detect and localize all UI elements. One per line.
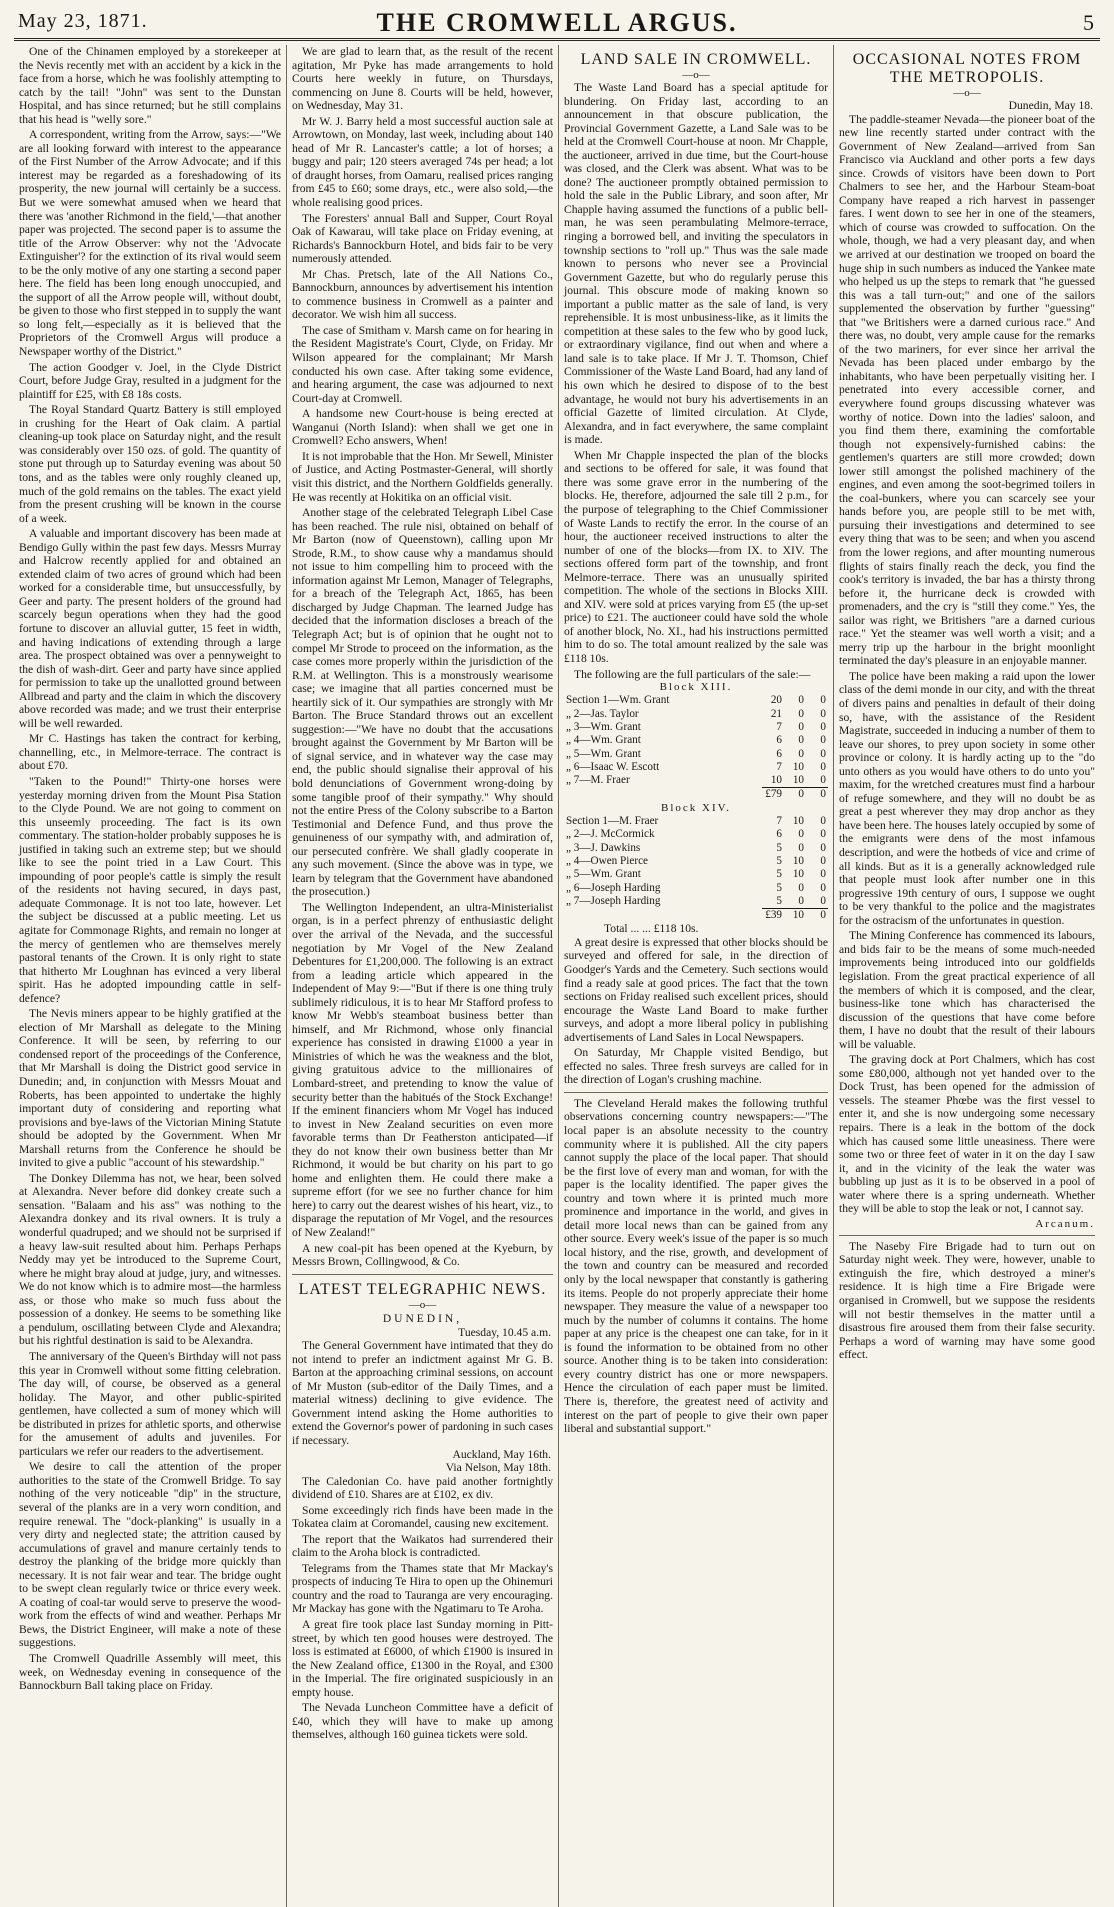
section-buyer: „ 3—J. Dawkins	[566, 841, 641, 854]
news-item: The Wellington Independent, an ultra-Ministerialist organ, is in a perfect phrenzy of enthusiastic delight over the arrival of the Nevada, and the successful negotiation by Mr Vogel of the New Zealand Debentures for £1,200,000. The following is an extract from a leading article which appeared in the Independent of May 9:—"But if there is one thing truly sublimely ridiculous, it is to hear Mr Stafford profess to know Mr Webb's steamboat business better than himself, and Mr Richmond, whose only financial experience has consisted in drawing £1000 a year in Ministries of which he was the weakness and the blot, giving gratuitous advice to the millionaires of Lombard-street, and pretending to know the value of security better than the habitués of the Stock Exchange! If the eminent financiers whom Mr Vogel has induced to invest in New Zealand securities on even more favorable terms than Dr Featherston anticipated—if they do not know their own business better than Mr Richmond, it would be but charity on his part to go home and enlighten them. He could there make a supreme effort (for we see no further chance for him here) to carry out the dearest wishes of his heart, viz., to disparage the reputation of Mr Vogel, and the resources of New Zealand!"	[292, 900, 553, 1240]
news-item: The Donkey Dilemma has not, we hear, been solved at Alexandra. Never before did donkey create such a sensation. "Balaam and his ass" was nothing to the Alexandra donkey and its rival owners. It is truly a wonderful quadruped; and we should not be surprised if a heavy law-suit resulted about him. Perhaps Perhaps Neddy may yet be introduced to the Supreme Court, where he might bray aloud at judge, jury, and witnesses. We do not know which is to admire most—the harmless ass, or those who make so much fuss about the possession of a donkey. He seems to be something like a pendulum, oscillating between Clyde and Alexandra; but his rightful destination is said to be Alexandra.	[19, 1171, 281, 1348]
pence: 0	[820, 720, 826, 733]
block-total-row	[564, 788, 828, 802]
news-item: The Nevis miners appear to be highly gratified at the election of Mr Marshall as delegate to the Mining Conference. It will be seen, by referring to our condensed report of the proceedings of the Conference, that Mr Marshall is doing the District good service in Dunedin; and, in conjunction with Messrs Mouat and Roberts, has been appointed to undertake the highly important duty of considering and reporting what provisions and bye-laws of the Victorian Mining Statute should be adopted by the Government. When Mr Marshall returns from the Conference he should be invited to give a public "account of his stewardship."	[19, 1007, 281, 1170]
news-item: The action Goodger v. Joel, in the Clyde District Court, before Judge Gray, resulted in a judgment for the plaintiff for £25, with £8 18s costs.	[19, 360, 281, 401]
section-divider	[839, 1235, 1095, 1236]
news-item: A correspondent, writing from the Arrow, says:—"We are all looking forward with interest to the appearance of the First Number of the Arrow Advocate; and if this interest may be regarded as a foreshadowing of its prosperity, the new journal will certainly be a success. But we were somewhat amused when we heard that there was 'another Richmond in the field,'—that another paper was projected. The second paper is to assume the title of the Arrow Observer: why not the 'Advocate Extinguisher'? for the extinction of its rival would seem to be the only motive of any one starting a second paper here. The field has been long enough unoccupied, and the support of all the Arrow people will, without doubt, be given to those who first stepped in to supply the want so long felt,—especially as it is believed that the Proprietors of the Cromwell Argus will produce a Newspaper worthy of the District."	[19, 128, 281, 359]
shillings: 10	[792, 868, 804, 881]
sale-grand-total: Total ... ... £118 10s.	[604, 922, 699, 936]
shillings: 10	[792, 815, 804, 828]
news-item: The Royal Standard Quartz Battery is still employed in crushing for the Heart of Oak claim. A partial cleaning-up took place on Saturday night, and the result was considerably over 150 ozs. of gold. The quantity of stone put through up to Saturday evening was about 50 tons, and as the tables were only roughly cleaned up, much of the gold remains on the tables. The exact yield from the present crushing will be known in the course of a week.	[19, 403, 281, 525]
sale-table	[564, 681, 828, 922]
shillings: 10	[792, 774, 804, 787]
block-heading-row	[564, 681, 828, 694]
total-shillings: 10	[784, 909, 806, 923]
author-signature: Arcanum.	[1035, 1217, 1095, 1230]
column-3	[559, 45, 834, 1907]
telegram-item: Some exceedingly rich finds have been made in the Tokatea claim at Coromandel, causing new excitement.	[292, 1503, 553, 1531]
total-shillings: 0	[784, 788, 806, 802]
shillings: 10	[792, 760, 804, 773]
telegram-item: The report that the Waikatos had surrendered their claim to the Aroha block is contradicted.	[292, 1532, 553, 1560]
table-row	[564, 721, 828, 734]
shillings: 0	[798, 707, 804, 720]
pounds: 5	[776, 894, 782, 907]
table-row	[564, 694, 828, 707]
table-row	[564, 882, 828, 895]
article-paragraph: The Waste Land Board has a special aptitude for blundering. On Friday last, according to an announcement in that obscure publication, the Provincial Government Gazette, a Land Sale was to be held at the Cromwell Court-house at noon. Mr Chapple, the auctioneer, arrived in due time, but the Court-house was closed, and the Clerk was absent. What was to be done? The auctioneer promptly obtained permission to hold the sale in the Public Library, and soon after, Mr Chapple having assumed the functions of a public bell-man, he was seen perambulating Melmore-terrace, ringing a borrowed bell, and inviting the speculators in township sections to "roll up." Thus was the sale made known to persons who never see a Provincial Government Gazette, but who do regularly peruse this journal. This obscure mode of making known so important a public matter as the sale of land, is very reprehensible. It is most unbusiness-like, as it limits the competition at these sales to the few who by good luck, or extraordinary vigilance, find out when and where a land sale is to take place. If Mr J. T. Thomson, Chief Commissioner of the Waste Land Board, had any land of his own which he desired to dispose of to the best advantage, he would not bury his advertisements in an official Gazette of limited circulation. At Clyde, Alexandra, and in fact everywhere, the same complaint is made.	[564, 81, 828, 447]
news-item: We are glad to learn that, as the result of the recent agitation, Mr Pyke has made arrangements to hold Courts here weekly in future, on Thursdays, commencing on June 8. Courts will be held, however, on Wednesday, May 31.	[292, 45, 553, 113]
article-paragraph: When Mr Chapple inspected the plan of the blocks and sections to be offered for sale, it was found that there was some grave error in the numbering of the blocks. He, therefore, adjourned the sale till 2 p.m., for the purpose of telegraphing to the Chief Commissioner of Waste Lands to rectify the error. In the course of an hour, the auctioneer received instructions to alter the number of one of the blocks—from IX. to XIV. The sections offered form part of the township, and front Melmore-terrace. There was an unusually spirited competition. The whole of the sections in Blocks XIII. and XIV. were sold at prices varying from £5 (the up-set price) to £21. The auctioneer could have sold the whole of another block, No. XI., had his instructions permitted him to do so. The total amount realized by the sale was £118 10s.	[564, 448, 828, 665]
telegram-item: The General Government have intimated that they do not intend to prefer an indictment against Mr G. B. Barton at the approaching criminal sessions, on account of Mr Muston (sub-editor of the Daily Times, and a material witness) declining to give evidence. The Government intend asking the Home authorities to extend the Governor's power of pardoning in such cases if necessary.	[292, 1339, 553, 1447]
news-item: The Foresters' annual Ball and Supper, Court Royal Oak of Kawarau, will take place on Friday evening, at Richards's Bannockburn Hotel, and bids fair to be very numerously attended.	[292, 211, 553, 266]
shillings: 10	[792, 854, 804, 867]
pence: 0	[820, 841, 826, 854]
pounds: 21	[770, 707, 782, 720]
article-paragraph: On Saturday, Mr Chapple visited Bendigo, but effected no sales. Three fresh surveys are called for in the direction of Logan's crushing machine.	[564, 1046, 828, 1087]
section-buyer: „ 3—Wm. Grant	[566, 720, 641, 733]
news-item: Mr C. Hastings has taken the contract for kerbing, channelling, etc., in Melmore-terrace. The contract is about £70.	[19, 732, 281, 773]
heading-rule: —o—	[953, 87, 981, 99]
heading-rule: —o—	[682, 69, 710, 81]
table-row	[564, 761, 828, 774]
news-item: A valuable and important discovery has been made at Bendigo Gully within the past few days. Messrs Murray and Halcrow recently applied for and obtained an extended claim of two acres of ground which had been worked for a considerable time, but unsuccessfully, by Geer and party. The present holders of the ground had scarcely begun operations when they had the good fortune to discover an alluvial gutter, 15 feet in width, and having indications of extending through a large area. The prospect obtained was over a pennyweight to the dish of wash-dirt. Geer and party have since applied for permission to take up the unallotted ground between Allbread and party and the claim in which the discovery above recorded was made; and we trust their enterprise will be well rewarded.	[19, 527, 281, 730]
section-buyer: „ 2—Jas. Taylor	[566, 707, 639, 720]
section-buyer: „ 4—Wm. Grant	[566, 734, 641, 747]
article-paragraph: A great desire is expressed that other blocks should be surveyed and offered for sale, in the direction of Goodger's Yards and the Cemetery. Such sections would find a ready sale at good prices. The fact that the town sections on Friday realised such excellent prices, should encourage the Waste Land Board to make further surveys, and adopt a more liberal policy in publishing advertisements of Land Sales in Local Newspapers.	[564, 935, 828, 1044]
masthead	[14, 8, 1100, 41]
news-item: The Naseby Fire Brigade had to turn out on Saturday night week. They were, however, unable to extinguish the fire, which destroyed a miner's residence. It is high time a Fire Brigade were organised in Cromwell, but we suppose the residents will not bestir themselves in the matter until a disastrous fire aroused them from their false security. Perhaps a word of warning may have some good effect.	[839, 1239, 1095, 1362]
section-buyer: „ 7—Joseph Harding	[566, 895, 661, 908]
occasional-notes-article	[839, 51, 1095, 1230]
news-item: "Taken to the Pound!" Thirty-one horses were yesterday morning driven from the Mount Pisa Station to the Clyde Pound. We are not going to comment on this unseemly proceeding. The fact is its own commentary. The station-holder probably supposes he is justified in taking such an extreme step; but we should like to see the point tried in a Law Court. This impounding of poor people's cattle is simply the result of the residents not having secured, in days past, adequate Commonage. It is not too late, however. Let the subject be discussed at a public meeting. Let us agitate for Commonage Rights, and remain no longer at the mercy of gentlemen who are themselves merely pastoral tenants of the Crown. It is only right to state that hitherto Mr Loughnan has evinced a very liberal spirit. Has he adopted impounding cattle in self-defence?	[19, 774, 281, 1005]
news-item: The Cromwell Quadrille Assembly will meet, this week, on Wednesday evening in consequence of the Bannockburn Ball taking place on Friday.	[19, 1651, 281, 1693]
pence: 0	[820, 815, 826, 828]
section-buyer: „ 7—M. Fraer	[566, 774, 630, 787]
pence: 0	[820, 734, 826, 747]
news-item: Mr Chas. Pretsch, late of the All Nations Co., Bannockburn, announces by advertisement his intention to commence business in Cromwell as a painter and decorator. We wish him all success.	[292, 267, 553, 322]
section-heading: LAND SALE IN CROMWELL.	[580, 51, 812, 68]
article-paragraph: The police have been making a raid upon the lower class of the demi monde in our city, and with the threat of divers pains and penalties in default of their doing so, have, with the assistance of the Resident Magistrate, succeeded in inducing a number of them to leave our shores, to prey upon society in some other province or colony. It is hardly acting up to the "do unto others as you would have others to do unto you" maxim, for the wretched creatures must find a harbour of refuge somewhere, and they will no doubt be as great a pest wherever they may drop anchor as they have been here. The houses lately occupied by some of the emigrants were dens of the most infamous description, and were the hotbeds of vice and crime of all kinds. But as it is a generally acknowledged rule that people must look after number one in this progressive 19th century of ours, I suppose we ought to be very thankful to the police and the magistrates for the ostracism of the unfortunates in question.	[839, 669, 1095, 927]
blank-cell	[564, 788, 762, 802]
shillings: 0	[798, 734, 804, 747]
article-paragraph: The paddle-steamer Nevada—the pioneer boat of the new line recently started under contract with the Government of New Zealand—arrived from San Francisco via Auckland and other ports a few days since. Crowds of visitors have been down to Port Chalmers to see her, and the Harbour Steam-boat Company have reaped a rich harvest in passenger fares. I went down to see her in one of the steamers, which of course was crowded to suffocation. On the whole, though, we had a very pleasant day, and when we arrived at our destination we trooped on board the huge ship in such numbers as induced the Yankee mate who helped us up the steps to remark that "he guessed this was a tall turn-out;" and one of the sailors supplemented the observation by further "guessing" that "we Britishers were a darned curious race." And there was, no doubt, very ample cause for the remarks of the two mariners, for ever since her arrival the Nevada has been placed under embargo by the inhabitants, who have been perpetually visiting her. I penetrated into every accessible corner, and everywhere found groups discussing whatever was worthy of notice. Down into the ladies' saloon, and you find them there, examining the comfortable though not expensively-furnished cabins: the gentlemen's quarters are still more crowded; down lower still amongst the polished machinery of the engines, and even among the soot-begrimed toilers in the coal-bunkers, where you can scarcely see your hands before you, are people still to be met with, pursuing their investigations and determined to see every thing that was to be seen; and when you ascend from the lower regions, and after mounting numerous flights of stairs finally reach the deck, you find the cook's territory is invaded, the bar has a thirsty throng before it, the hurricane deck is crowded with promenaders, and the cry is "still they come." Yes, the sailor was right, we Britishers "are a darned curious race." Yet the steamer was well worth a visit; and a merry trip up the harbour in the bright moonlight terminated the day's pleasure in an enjoyable manner.	[839, 112, 1095, 668]
news-item: The case of Smitham v. Marsh came on for hearing in the Resident Magistrate's Court, Clyde, on Friday. Mr Wilson appeared for the complainant; Mr Marsh conducted his own case. After taking some evidence, and hearing argument, the case was adjourned to next Court-day at Cromwell.	[292, 323, 553, 405]
pence: 0	[820, 707, 826, 720]
table-row	[564, 774, 828, 788]
table-row	[564, 815, 828, 828]
section-buyer: Section 1—M. Fraer	[566, 815, 659, 828]
shillings: 0	[798, 841, 804, 854]
shillings: 0	[798, 694, 804, 707]
shillings: 0	[798, 828, 804, 841]
newspaper-title: THE CROMWELL ARGUS.	[376, 8, 738, 37]
cleveland-herald-item: The Cleveland Herald makes the following truthful observations concerning country newspapers:—"The local paper is an absolute necessity to the country community where it is published. All the city papers cannot supply the place of the local paper. That should be the first love of every man and woman, for with the paper is the locality identified. The paper gives the country and town where it is printed much more prominence and importance in the world, and gives in detail more local news than can be gained from any other source. Every week's issue of the paper is so much local history, and the rise, growth, and development of the town and country can be measured and recorded only by the local newspaper that constantly is gathering its items. People do not properly appreciate their home newspaper. They measure the value of a newspaper too much by the number of columns it contains. The home paper at any price is the cheapest one can take, for in it is found the information to be obtained from no other source. Another thing is to be taken into consideration: every country district has one or more newspapers. Hence the circulation of each paper must be limited. There is, therefore, the greatest need of activity and interest on the part of people to give their own paper liberal and substantial support."	[564, 1096, 828, 1436]
table-row	[564, 708, 828, 721]
dateline: Dunedin, May 18.	[1008, 99, 1093, 112]
shillings: 0	[798, 894, 804, 907]
pence: 0	[820, 828, 826, 841]
telegraphic-news-section	[292, 1281, 553, 1742]
article-paragraph: The following are the full particulars of the sale:—	[574, 667, 811, 681]
shillings: 0	[798, 720, 804, 733]
table-row	[564, 895, 828, 909]
pounds: 5	[776, 854, 782, 867]
news-item: The anniversary of the Queen's Birthday will not pass this year in Cromwell without some fitting celebration. The day will, of course, be observed as a general holiday. The Mayor, and other public-spirited gentlemen, have collected a sum of money which will be distributed in prizes for athletic sports, and otherwise for the amusement of adults and juveniles. For particulars we refer our readers to the advertisement.	[19, 1349, 281, 1458]
news-item: A handsome new Court-house is being erected at Wanganui (North Island): when shall we get one in Cromwell? Echo answers, When!	[292, 407, 553, 448]
telegram-item: Telegrams from the Thames state that Mr Mackay's prospects of inducing Te Hira to open up the Ohinemuri country and the road to Tauranga are very encouraging. Mr Mackay has gone with the Ngatimaru to Te Aroha.	[292, 1561, 553, 1616]
pence: 0	[820, 881, 826, 894]
dateline-time: Tuesday, 10.45 a.m.	[458, 1325, 551, 1339]
land-sale-article	[564, 51, 828, 1087]
table-row	[564, 868, 828, 881]
pounds: 7	[776, 760, 782, 773]
total-pence: 0	[806, 909, 828, 923]
table-row	[564, 842, 828, 855]
heading-rule: —o—	[408, 1298, 437, 1311]
pounds: 5	[776, 841, 782, 854]
section-divider	[292, 1274, 553, 1275]
pounds: 20	[770, 694, 782, 707]
pounds: 6	[776, 734, 782, 747]
page-number: 5	[1083, 10, 1094, 35]
news-item: Another stage of the celebrated Telegraph Libel Case has been reached. The rule nisi, obtained on behalf of Mr Barton (now of Queenstown), calling upon Mr Strode, R.M., to show cause why a mandamus should not issue to him compelling him to proceed with the information against Mr Lemon, Manager of Telegraphs, for a breach of the Telegraph Act, 1865, has been discharged by Judge Chapman. The learned Judge has decided that the information discloses a breach of the Telegraph Act; but is of opinion that he ought not to compel Mr Strode to proceed on the information, as the case comes more properly within the jurisdiction of the R.M. at Wellington. This is a monstrously wearisome case; we imagine that all parties concerned must be heartily sick of it. Our sympathies are strongly with Mr Barton. The Bruce Standard throws out an excellent suggestion:—"We have no doubt that the accusations brought against the Government by Mr Barton will be of signal service, and in whatever way the case may end, the public should signalise their approval of his bold denunciations of Government wrong-doing by some tangible proof of their sympathy." Why should not the entire Press of the Colony subscribe to a Barton Testimonial and Defence Fund, and thus prove the genuineness of our sympathy with, and admiration of, our persecuted confrère. We shall gladly cooperate in any such movement. (Since the above was in type, we learn by telegram that the Government have abandoned the prosecution.)	[292, 506, 553, 899]
article-paragraph: The Mining Conference has commenced its labours, and bids fair to be the means of some much-needed improvements being introduced into our goldfields legislation. From the great practical experience of all the members of which it is composed, and the clear, business-like tone which has characterised the discussion of the questions that have come before them, I have no doubt that the result of their labours will be valuable.	[839, 929, 1095, 1051]
column-4	[834, 45, 1100, 1907]
section-heading: OCCASIONAL NOTES FROM THE METROPOLIS.	[852, 51, 1082, 86]
section-buyer: „ 2—J. McCormick	[566, 828, 655, 841]
section-buyer: Section 1—Wm. Grant	[566, 694, 670, 707]
block-total-row	[564, 909, 828, 923]
table-row	[564, 828, 828, 841]
pence: 0	[820, 774, 826, 787]
news-item: One of the Chinamen employed by a storekeeper at the Nevis recently met with an accident by a kick in the face from a horse, which he was foolishly attempting to catch by the tail! "John" was sent to the Dunstan Hospital, and has since returned; but he still complains that his head is "welly sore."	[19, 45, 281, 126]
pounds: 10	[770, 774, 782, 787]
block-heading-row	[564, 802, 828, 815]
blank-cell	[564, 909, 762, 923]
news-item: We desire to call the attention of the proper authorities to the state of the Cromwell Bridge. To say nothing of the very noticeable "dip" in the structure, several of the planks are in a very worn condition, and require renewal. The "dock-planking" is usually in a very dirty and neglected state; the attrition caused by accumulations of gravel and manure certainly tends to destroy the planking of the bridge more quickly than necessary. It is not fair wear and tear. The bridge ought to be swept clean regularly twice or thrice every week. A coating of coal-tar would serve to preserve the wood-work from the effects of wind and weather. Perhaps Mr Bews, the District Engineer, will make a note of these suggestions.	[19, 1460, 281, 1650]
pence: 0	[820, 760, 826, 773]
table-row	[564, 748, 828, 761]
pence: 0	[820, 747, 826, 760]
total-pounds: £79	[762, 788, 784, 802]
section-buyer: „ 5—Wm. Grant	[566, 868, 641, 881]
shillings: 0	[798, 881, 804, 894]
pence: 0	[820, 694, 826, 707]
news-item: Mr W. J. Barry held a most successful auction sale at Arrowtown, on Monday, last week, including about 140 head of Mr R. Lancaster's cattle; a lot of horses; a buggy and pair; 120 steers averaged 74s per head; a lot of draught horses, from Oamaru, realised prices ranging from £45 to £60; some drays, etc., were also sold,—the whole realising good prices.	[292, 114, 553, 210]
pounds: 5	[776, 881, 782, 894]
telegram-item: A great fire took place last Sunday morning in Pitt-street, by which ten good houses were destroyed. The loss is estimated at £6000, of which £1900 is insured in the New Zealand office, £1300 in the Royal, and £300 in the Imperial. The fire originated suspiciously in an empty house.	[292, 1618, 553, 1699]
section-buyer: „ 6—Isaac W. Escott	[566, 760, 660, 773]
article-paragraph: The graving dock at Port Chalmers, which has cost some £80,000, although not yet handed over to the Dock Trust, has been opened for the admission of vessels. The steamer Phœbe was the first vessel to enter it, and she is now undergoing some necessary repairs. There is a leak in the bottom of the dock which has caused some little uneasiness. There were some two or three feet of water in it on the day I saw it, and in the vicinity of the leak the water was bubbling up just as it is to be observed in a pool of water where there is a spring underneath. Whether they will be able to stop the leak or not, I cannot say.	[839, 1053, 1095, 1216]
pence: 0	[820, 868, 826, 881]
news-item: It is not improbable that the Hon. Mr Sewell, Minister of Justice, and Acting Postmaster-General, will shortly visit this district, and the Northern Goldfields generally. He was recently at Hokitika on an official visit.	[292, 449, 553, 504]
block-heading: Block XIII.	[659, 681, 733, 694]
total-pounds: £39	[762, 909, 784, 923]
total-pence: 0	[806, 788, 828, 802]
table-row	[564, 734, 828, 747]
section-divider	[564, 1092, 828, 1093]
pounds: 5	[776, 868, 782, 881]
issue-date: May 23, 1871.	[18, 10, 148, 32]
column-2	[287, 45, 559, 1907]
dateline-place: DUNEDIN,	[382, 1312, 463, 1325]
pounds: 7	[776, 815, 782, 828]
section-heading: LATEST TELEGRAPHIC NEWS.	[298, 1280, 547, 1298]
telegram-item: The Caledonian Co. have paid another fortnightly dividend of £10. Shares are at £102, ex div.	[292, 1474, 553, 1502]
section-buyer: „ 6—Joseph Harding	[566, 881, 661, 894]
section-buyer: „ 4—Owen Pierce	[566, 854, 649, 867]
shillings: 0	[798, 747, 804, 760]
section-buyer: „ 5—Wm. Grant	[566, 747, 641, 760]
block-heading: Block XIV.	[661, 801, 731, 814]
column-1	[14, 45, 287, 1907]
pounds: 7	[776, 720, 782, 733]
table-row	[564, 855, 828, 868]
news-item: A new coal-pit has been opened at the Kyeburn, by Messrs Brown, Collingwood, & Co.	[292, 1241, 553, 1269]
pence: 0	[820, 854, 826, 867]
dateline-auckland: Auckland, May 16th.	[452, 1447, 551, 1461]
pence: 0	[820, 894, 826, 907]
pounds: 6	[776, 828, 782, 841]
dateline-nelson: Via Nelson, May 18th.	[445, 1461, 551, 1475]
pounds: 6	[776, 747, 782, 760]
telegram-item: The Nevada Luncheon Committee have a deficit of £40, which they will have to make up among themselves, although 160 guinea tickets were sold.	[292, 1701, 553, 1742]
